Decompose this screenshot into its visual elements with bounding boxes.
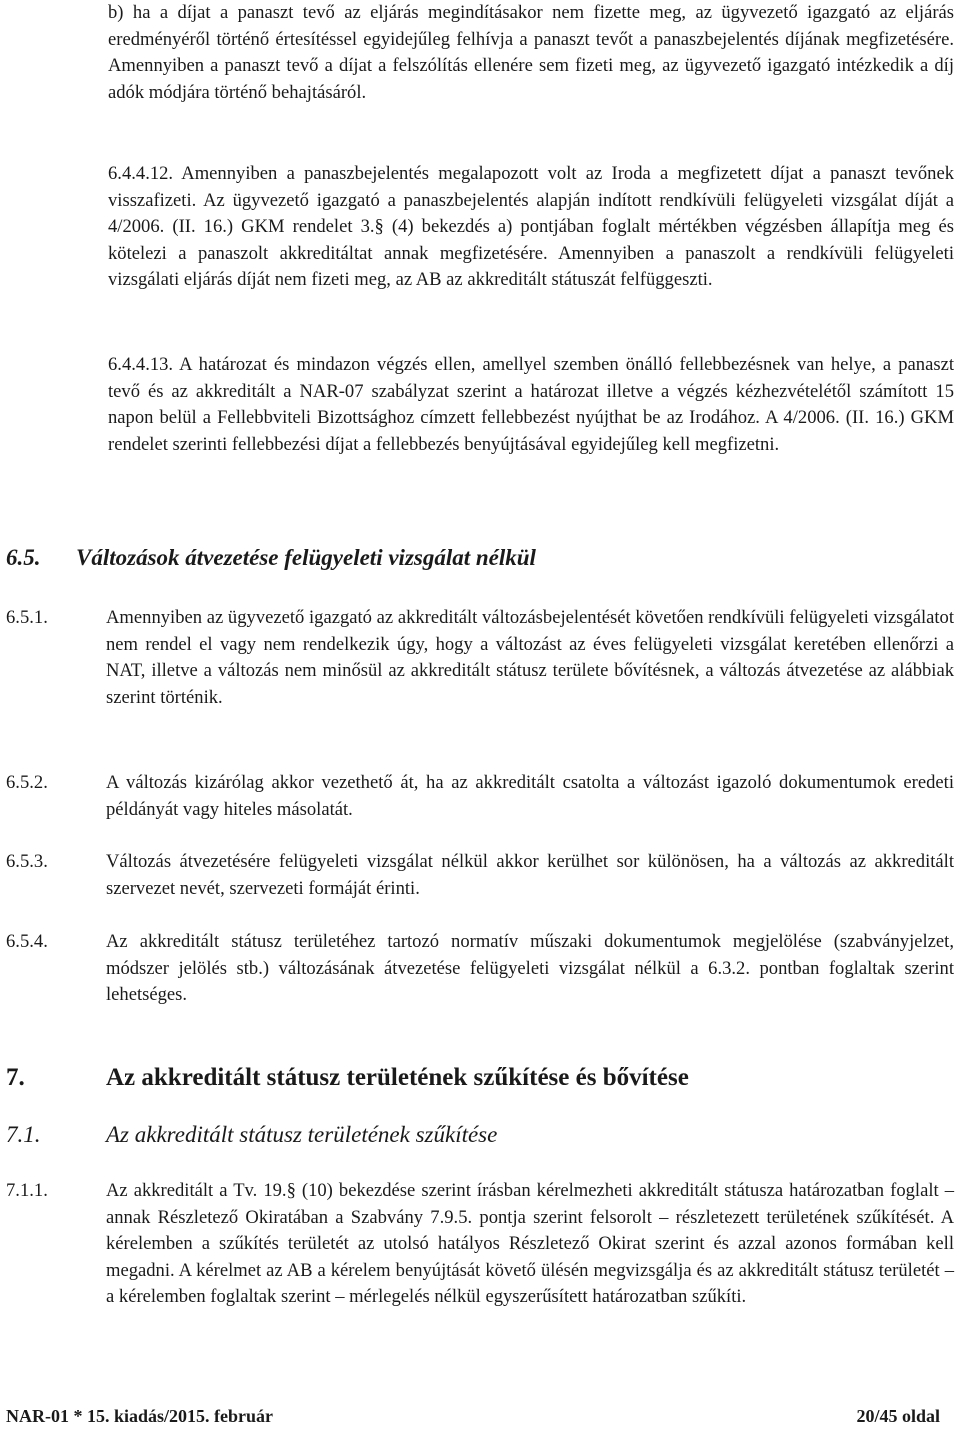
paragraph-b <box>108 0 954 106</box>
item-6-5-4-number: 6.5.4. <box>6 931 48 952</box>
item-6-5-2 <box>6 770 954 823</box>
item-6-5-3-number: 6.5.3. <box>6 851 48 872</box>
heading-7-1-number: 7.1. <box>6 1122 41 1147</box>
paragraph-b-text: b) ha a díjat a panaszt tevő az eljárás megindításakor nem fizette meg, az ügyvezető igazgató az eljárás eredményéről történő értesítéssel egyidejűleg felhívja a panaszt tevőt a panaszbejelentés díjának megfizetésére. Amennyiben a panaszt tevő a díjat a felszólítás ellenére sem fizeti meg, az ügyvezető igazgató intézkedik a díj adók módjára történő behajtásáról. <box>108 2 954 103</box>
heading-7-number: 7. <box>6 1064 25 1091</box>
item-7-1-1-text: Az akkreditált a Tv. 19.§ (10) bekezdése szerint írásban kérelmezheti akkreditált státusza határozatban foglalt – annak Részletező Okiratában a Szabvány 7.9.5. pontja szerint felsorolt – részletezett területének szűkítését. A kérelemben a szűkítés területét az utolsó hatályos Részletező Okirat szerint és azzal azonos formában kell megadni. A kérelmet az AB a kérelem benyújtását követő ülésén megvizsgálja és az akkreditált státusz területét – a kérelemben foglaltak szerint – mérlegelés nélkül egyszerűsített határozatban szűkíti. <box>106 1180 954 1308</box>
item-6-5-3-text: Változás átvezetésére felügyeleti vizsgálat nélkül akkor kerülhet sor különösen, ha a változás az akkreditált szervezet nevét, szervezeti formáját érinti. <box>106 851 954 899</box>
item-6-5-4 <box>6 929 954 1009</box>
heading-7-title: Az akkreditált státusz területének szűkítése és bővítése <box>106 1064 689 1091</box>
footer-document-id: NAR-01 * 15. kiadás/2015. február <box>6 1406 274 1426</box>
item-6-5-2-text: A változás kizárólag akkor vezethető át, ha az akkreditált csatolta a változást igazoló dokumentumok eredeti példányát vagy hiteles másolatát. <box>106 772 954 820</box>
item-6-5-1-text: Amennyiben az ügyvezető igazgató az akkreditált változásbejelentését követően rendkívüli felügyeleti vizsgálatot nem rendel el vagy nem rendelkezik úgy, hogy a változást az éves felügyeleti vizsgálat keretében ellenőrzi a NAT, illetve a változás nem minősül az akkreditált státusz területe bővítésnek, a változás átvezetése az alábbiak szerint történik. <box>106 607 954 708</box>
item-7-1-1-number: 7.1.1. <box>6 1180 48 1201</box>
footer-page-number: 20/45 oldal <box>856 1406 940 1426</box>
heading-7-1 <box>6 1122 497 1148</box>
section-6-4-4-13-text: 6.4.4.13. A határozat és mindazon végzés ellen, amellyel szemben önálló fellebbezésnek van helye, a panaszt tevő és az akkreditált a NAR-07 szabályzat szerint a határozat illetve a végzés kézhezvételétől számított 15 napon belül a Fellebbviteli Bizottsághoz címzett fellebbezést nyújthat be az Irodához. A 4/2006. (II. 16.) GKM rendelet szerinti fellebbezési díjat a fellebbezés benyújtásával egyidejűleg kell megfizetni. <box>108 354 954 455</box>
section-6-4-4-12-text: 6.4.4.12. Amennyiben a panaszbejelentés megalapozott volt az Iroda a megfizetett díjat a panaszt tevőnek visszafizeti. Az ügyvezető igazgató a panaszbejelentés alapján indított rendkívüli felügyeleti vizsgálat díját a 4/2006. (II. 16.) GKM rendelet 3.§ (4) bekezdés a) pontjában foglalt mértékben végzésben állapítja meg és kötelezi a panaszolt akkreditáltat annak megfizetésére. Amennyiben a panaszolt a rendkívüli felügyeleti vizsgálati eljárás díját nem fizeti meg, az AB az akkreditált státuszát felfüggeszti. <box>108 163 954 291</box>
item-6-5-1-number: 6.5.1. <box>6 607 48 628</box>
section-6-4-4-13 <box>108 352 954 458</box>
heading-7 <box>6 1064 689 1092</box>
heading-6-5 <box>6 545 536 571</box>
item-6-5-2-number: 6.5.2. <box>6 772 48 793</box>
item-7-1-1 <box>6 1178 954 1311</box>
item-6-5-1 <box>6 605 954 711</box>
heading-6-5-title: Változások átvezetése felügyeleti vizsgálat nélkül <box>76 545 536 570</box>
item-6-5-3 <box>6 849 954 902</box>
heading-6-5-number: 6.5. <box>6 545 41 570</box>
page-footer <box>6 1406 940 1427</box>
section-6-4-4-12 <box>108 161 954 294</box>
heading-7-1-title: Az akkreditált státusz területének szűkítése <box>106 1122 498 1147</box>
item-6-5-4-text: Az akkreditált státusz területéhez tartozó normatív műszaki dokumentumok megjelölése (szabványjelzet, módszer jelölés stb.) változásának átvezetése felügyeleti vizsgálat nélkül a 6.3.2. pontban foglaltak szerint lehetséges. <box>106 931 954 1006</box>
